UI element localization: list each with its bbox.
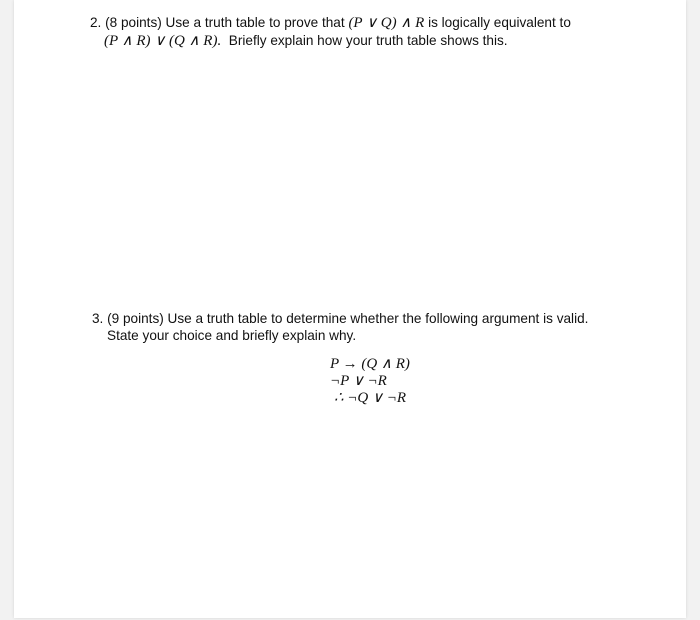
problem-2 [90,14,571,50]
problem-3 [92,310,588,344]
problem-3-line-1: 3. (9 points) Use a truth table to determine whether the following argument is valid. [92,311,589,326]
premise-1: P → (Q ∧ R) [330,356,410,372]
problem-2-expression-2: (P ∧ R) ∨ (Q ∧ R). [104,33,222,49]
problem-2-expression-1: (P ∨ Q) ∧ R [348,15,425,31]
problem-3-line-2: State your choice and briefly explain why. [107,328,357,343]
document-page [14,0,686,618]
problem-2-intro: 2. (8 points) Use a truth table to prove that [90,15,345,30]
problem-2-equivalence-text: is logically equivalent to [428,15,571,30]
premise-2: ¬P ∨ ¬R [330,373,387,389]
conclusion: ∴ ¬Q ∨ ¬R [334,390,407,406]
problem-2-line-2 [90,32,571,50]
argument-block [330,356,410,407]
problem-2-instruction: Briefly explain how your truth table shows this. [228,33,508,48]
problem-2-line-1 [90,14,571,32]
